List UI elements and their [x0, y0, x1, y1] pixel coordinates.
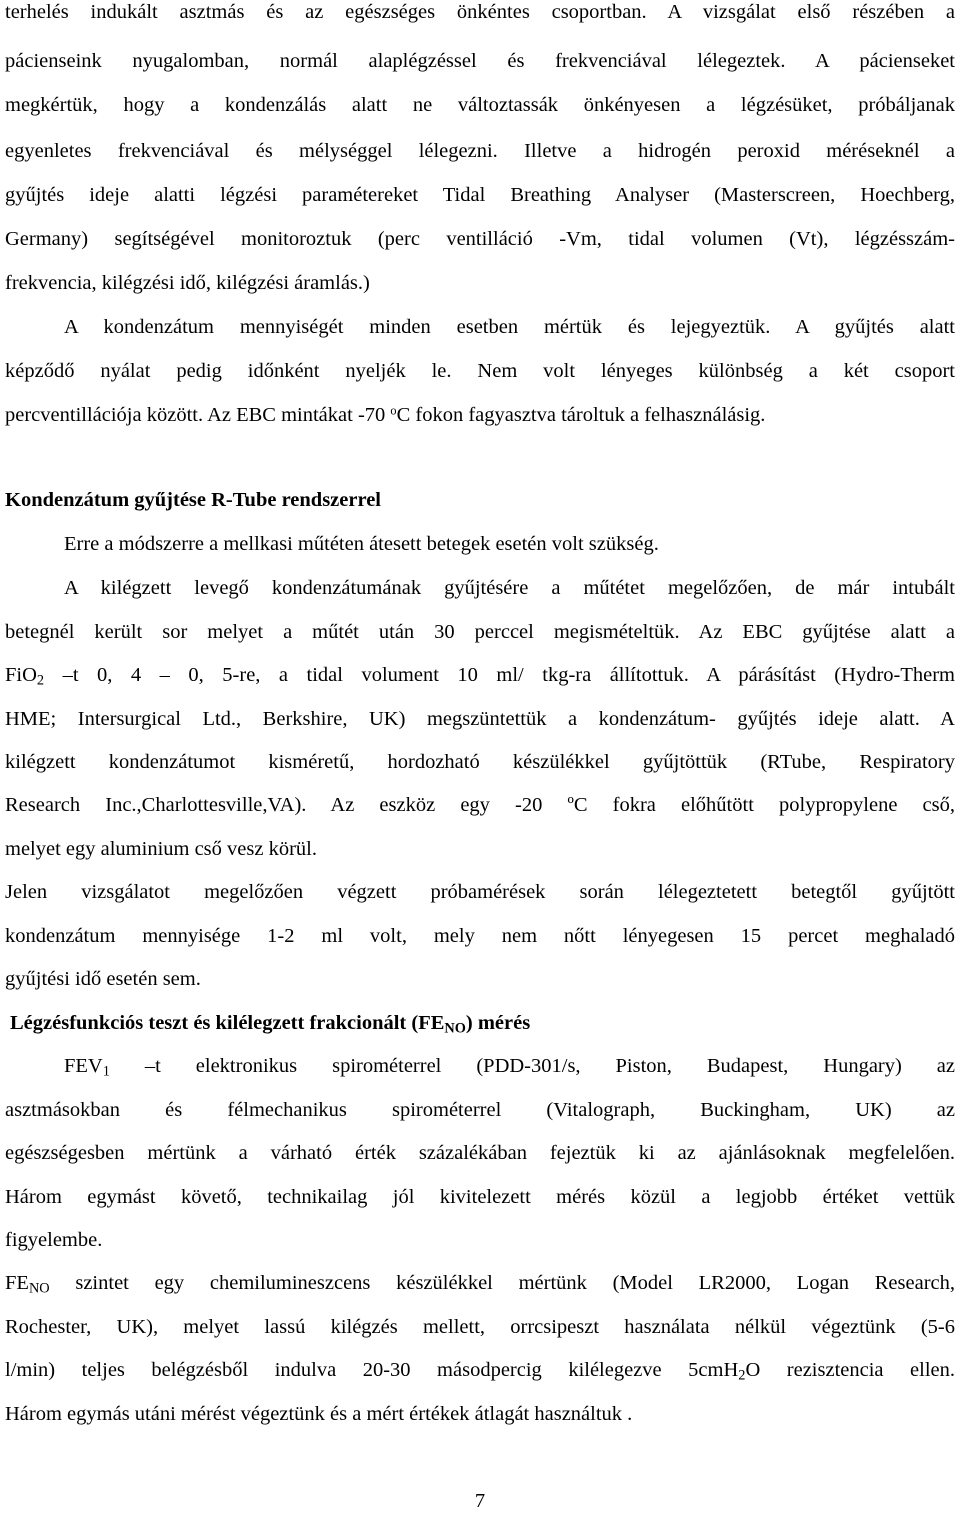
degree-superscript: o [390, 403, 397, 418]
text-run: C fokon fagyasztva tároltuk a felhasználásig. [396, 404, 766, 426]
text-run: –t 0, 4 – 0, 5-re, a tidal volument 10 ml/ tkg-ra állítottuk. A párásítást (Hydro-Therm [44, 664, 955, 686]
text-run: szintet egy chemilumineszcens készülékkel mértünk (Model LR2000, Logan Research, [49, 1272, 955, 1294]
section-heading-rtube: Kondenzátum gyűjtése R-Tube rendszerrel [5, 489, 382, 511]
text-run: O rezisztencia ellen. [745, 1359, 955, 1381]
paragraph-1-line-1: terhelés indukált asztmás és az egészséges önkéntes csoportban. A vizsgálat első részében a [5, 1, 955, 23]
text-run: FE [5, 1272, 29, 1294]
paragraph-4-line-3: egészségesben mértünk a várható érték százalékában fejeztük ki az ajánlásoknak megfelelően. [5, 1142, 955, 1164]
section-heading-lung-function [10, 1010, 960, 1036]
paragraph-4-line-1 [64, 1053, 955, 1079]
paragraph-1-line-10 [5, 402, 955, 428]
subscript: 1 [102, 1063, 110, 1080]
heading-text: ) mérés [465, 1012, 531, 1034]
text-run: percventillációja között. Az EBC mintákat -70 [5, 404, 391, 426]
paragraph-2-line-6: kilégzett kondenzátumot kisméretű, hordozható készülékkel gyűjtöttük (RTube, Respiratory [5, 751, 955, 773]
paragraph-2-line-4 [5, 662, 955, 688]
paragraph-2-line-2: A kilégzett levegő kondenzátumának gyűjtésére a műtétet megelőzően, de már intubált [64, 577, 955, 599]
paragraph-3-line-3: gyűjtési idő esetén sem. [5, 968, 201, 990]
paragraph-1-line-5: gyűjtés ideje alatti légzési paramétereket Tidal Breathing Analyser (Masterscreen, Hoechberg, [5, 184, 955, 206]
page-number: 7 [474, 1490, 486, 1512]
paragraph-1-line-2: pácienseink nyugalomban, normál alaplégzéssel és frekvenciával lélegeztek. A pácienseket [5, 50, 955, 72]
paragraph-5-line-3 [5, 1357, 955, 1383]
text-run: FiO [5, 664, 37, 686]
paragraph-4-line-2: asztmásokban és félmechanikus spirométerrel (Vitalograph, Buckingham, UK) az [5, 1099, 955, 1121]
paragraph-4-line-5: figyelembe. [5, 1229, 103, 1251]
paragraph-1-line-3: megkértük, hogy a kondenzálás alatt ne változtassák önkényesen a légzésüket, próbáljanak [5, 94, 955, 116]
paragraph-1-line-4: egyenletes frekvenciával és mélységgel lélegezni. Illetve a hidrogén peroxid méréseknél a [5, 140, 955, 162]
text-run: –t elektronikus spirométerrel (PDD-301/s, Piston, Budapest, Hungary) az [109, 1055, 955, 1077]
paragraph-4-line-4: Három egymást követő, technikailag jól kivitelezett mérés közül a legjobb értéket vettük [5, 1186, 955, 1208]
subscript: 2 [738, 1367, 746, 1384]
paragraph-2-line-8: melyet egy aluminium cső vesz körül. [5, 838, 317, 860]
paragraph-5-line-1 [5, 1270, 955, 1296]
text-run: FEV [64, 1055, 103, 1077]
paragraph-2-line-7: Research Inc.,Charlottesville,VA). Az eszköz egy -20 ºC fokra előhűtött polypropylene cső, [5, 794, 955, 816]
paragraph-1-line-7: frekvencia, kilégzési idő, kilégzési áramlás.) [5, 272, 370, 294]
paragraph-1-line-9: képződő nyálat pedig időnként nyeljék le. Nem volt lényeges különbség a két csoport [5, 360, 955, 382]
paragraph-1-line-6: Germany) segítségével monitoroztuk (perc ventilláció -Vm, tidal volumen (Vt), légzésszám- [5, 228, 955, 250]
paragraph-5-line-2: Rochester, UK), melyet lassú kilégzés mellett, orrcsipeszt használata nélkül végeztünk (5-6 [5, 1316, 955, 1338]
paragraph-2-line-1: Erre a módszerre a mellkasi műtéten átesett betegek esetén volt szükség. [64, 533, 659, 555]
text-run: l/min) teljes belégzésből indulva 20-30 másodpercig kilélegezve 5cmH [5, 1359, 739, 1381]
subscript: NO [444, 1020, 466, 1037]
paragraph-3-line-2: kondenzátum mennyisége 1-2 ml volt, mely nem nőtt lényegesen 15 percet meghaladó [5, 925, 955, 947]
paragraph-5-line-4: Három egymás utáni mérést végeztünk és a mért értékek átlagát használtuk . [5, 1403, 633, 1425]
heading-text: Légzésfunkciós teszt és kilélegzett frakcionált (FE [10, 1012, 445, 1034]
paragraph-3-line-1: Jelen vizsgálatot megelőzően végzett próbamérések során lélegeztetett betegtől gyűjtött [5, 881, 955, 903]
subscript: NO [28, 1280, 50, 1297]
paragraph-2-line-5: HME; Intersurgical Ltd., Berkshire, UK) megszüntettük a kondenzátum- gyűjtés ideje alatt. A [5, 708, 955, 730]
paragraph-2-line-3: betegnél került sor melyet a műtét után 30 perccel megismételtük. Az EBC gyűjtése alatt a [5, 621, 955, 643]
subscript: 2 [36, 672, 45, 689]
paragraph-1-line-8: A kondenzátum mennyiségét minden esetben mértük és lejegyeztük. A gyűjtés alatt [64, 316, 955, 338]
